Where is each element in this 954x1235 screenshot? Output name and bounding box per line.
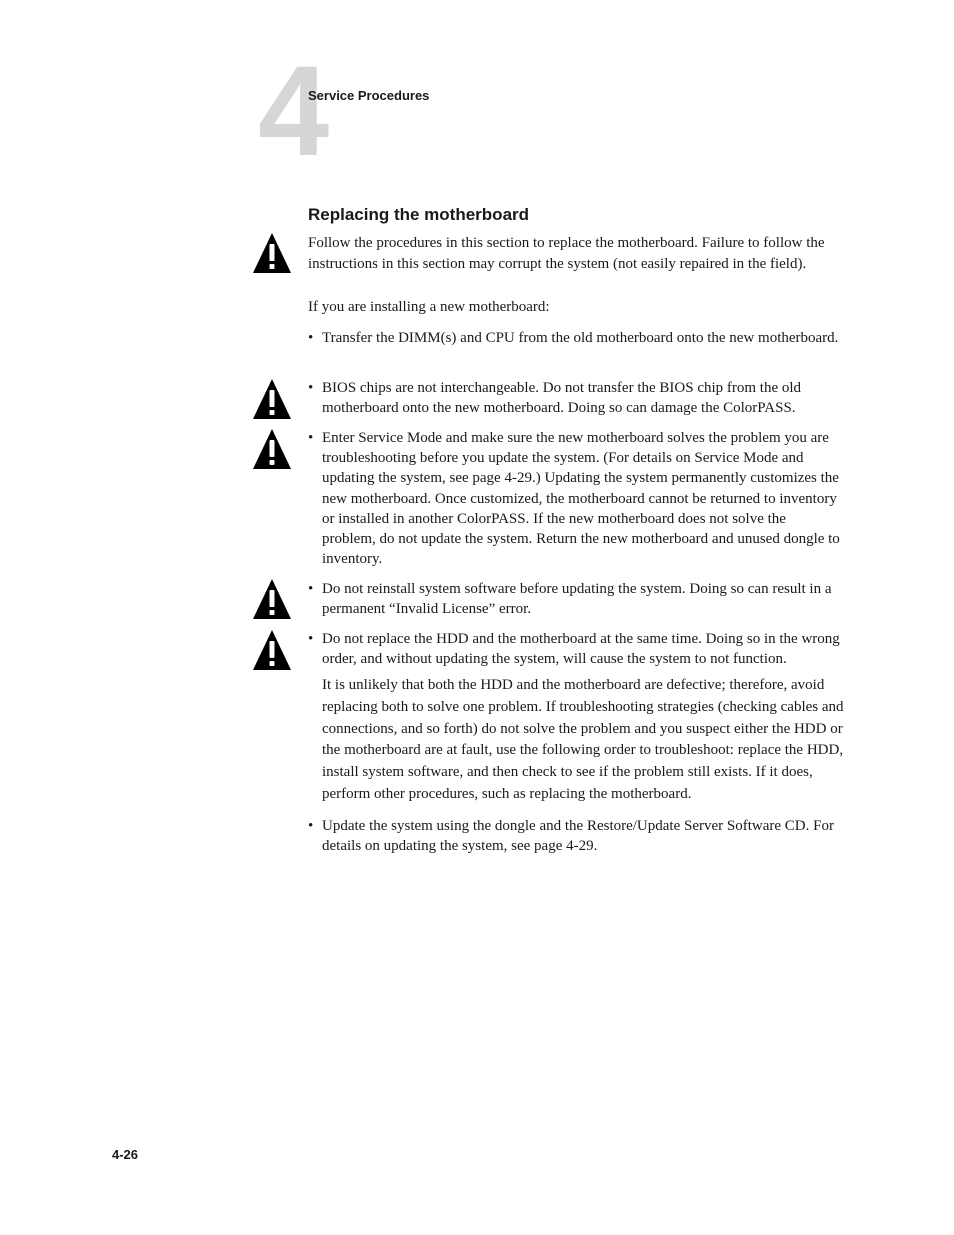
- list-item-text: Enter Service Mode and make sure the new motherboard solves the problem you are troubleshooting before you update the system. (For details on Service Mode and updating the system, see page 4-29.) Updating the system permanently customizes the new motherboard. Once customized, the motherboard cannot be returned to inventory or installed in another ColorPASS. If the new motherboard does not solve the problem, do not update the system. Return the new motherboard and unused dongle to inventory.: [322, 430, 840, 568]
- list-item-text: Update the system using the dongle and the Restore/Update Server Software CD. For details on updating the system, see page 4-29.: [322, 818, 834, 855]
- note-paragraph: It is unlikely that both the HDD and the motherboard are defective; therefore, avoid replacing both to solve one problem. If troubleshooting strategies (checking cables and connections, and so forth) do not solve the problem and you suspect either the HDD or the motherboard are at fault, use the following order to troubleshoot: replace the HDD, install system software, and then check to see if the problem still exists. If it does, perform other procedures, such as replacing the motherboard.: [322, 677, 844, 802]
- warning-triangle-icon: [252, 428, 292, 470]
- bullet-glyph: •: [308, 430, 314, 446]
- running-head: Service Procedures: [308, 88, 430, 103]
- section-title: Replacing the motherboard: [308, 205, 530, 224]
- warning-triangle-icon: [252, 378, 292, 420]
- chapter-number: 4: [258, 40, 326, 183]
- list-item-text: Do not replace the HDD and the motherboard at the same time. Doing so in the wrong order, and without updating the system, will cause the system to not function.: [322, 631, 840, 668]
- bullet-glyph: •: [308, 581, 314, 597]
- warning-triangle-icon: [252, 629, 292, 671]
- warning-triangle-icon: [252, 232, 292, 274]
- bullet-glyph: •: [308, 818, 314, 834]
- warning-triangle-icon: [252, 578, 292, 620]
- list-item-text: Do not reinstall system software before updating the system. Doing so can result in a permanent “Invalid License” error.: [322, 581, 832, 618]
- bullet-glyph: •: [308, 631, 314, 647]
- bullet-glyph: •: [308, 380, 314, 396]
- page-number: 4-26: [112, 1147, 139, 1162]
- intro-paragraph: Follow the procedures in this section to replace the motherboard. Failure to follow the instructions in this section may corrupt the system (not easily repaired in the field).: [308, 235, 825, 272]
- list-item-text: Transfer the DIMM(s) and CPU from the old motherboard onto the new motherboard.: [322, 330, 839, 346]
- bullet-glyph: •: [308, 330, 314, 346]
- list-item-text: BIOS chips are not interchangeable. Do not transfer the BIOS chip from the old motherboard onto the new motherboard. Doing so can damage the ColorPASS.: [322, 380, 802, 417]
- lead-in-paragraph: If you are installing a new motherboard:: [308, 299, 550, 315]
